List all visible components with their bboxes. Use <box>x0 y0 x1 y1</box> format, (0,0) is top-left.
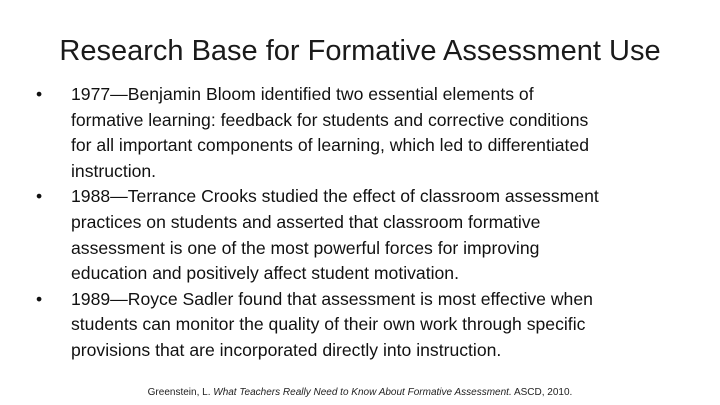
bullet-item-bloom <box>36 82 706 184</box>
bullet-text-line: 1988—Terrance Crooks studied the effect of classroom assessment <box>71 186 599 207</box>
bullet-item-sadler <box>36 287 706 364</box>
citation-publisher-year: ASCD, 2010. <box>513 387 573 398</box>
bullet-text-line: practices on students and asserted that classroom formative <box>71 211 541 232</box>
bullet-text-line: instruction. <box>71 160 157 181</box>
slide-title: Research Base for Formative Assessment Use <box>59 35 661 67</box>
citation-author: Greenstein, L. <box>147 387 211 398</box>
bullet-list <box>36 82 706 364</box>
bullet-text-line: students can monitor the quality of their own work through specific <box>71 314 586 335</box>
bullet-marker: • <box>36 84 43 104</box>
bullet-text-line: assessment is one of the most powerful forces for improving <box>71 237 540 258</box>
bullet-text-line: formative learning: feedback for students and corrective conditions <box>71 109 589 130</box>
bullet-text-line: 1989—Royce Sadler found that assessment is most effective when <box>71 288 593 309</box>
bullet-text-line: 1977—Benjamin Bloom identified two essential elements of <box>71 84 534 104</box>
bullet-item-crooks <box>36 184 706 286</box>
bullet-text-line: provisions that are incorporated directly into instruction. <box>71 339 502 360</box>
bullet-marker: • <box>36 288 43 309</box>
bullet-text-line: for all important components of learning, which led to differentiated <box>71 135 590 156</box>
bullet-text-line: education and positively affect student motivation. <box>71 263 459 284</box>
bullet-marker: • <box>36 186 43 207</box>
citation <box>0 386 720 400</box>
citation-work-title: What Teachers Really Need to Know About Formative Assessment. <box>213 387 512 398</box>
